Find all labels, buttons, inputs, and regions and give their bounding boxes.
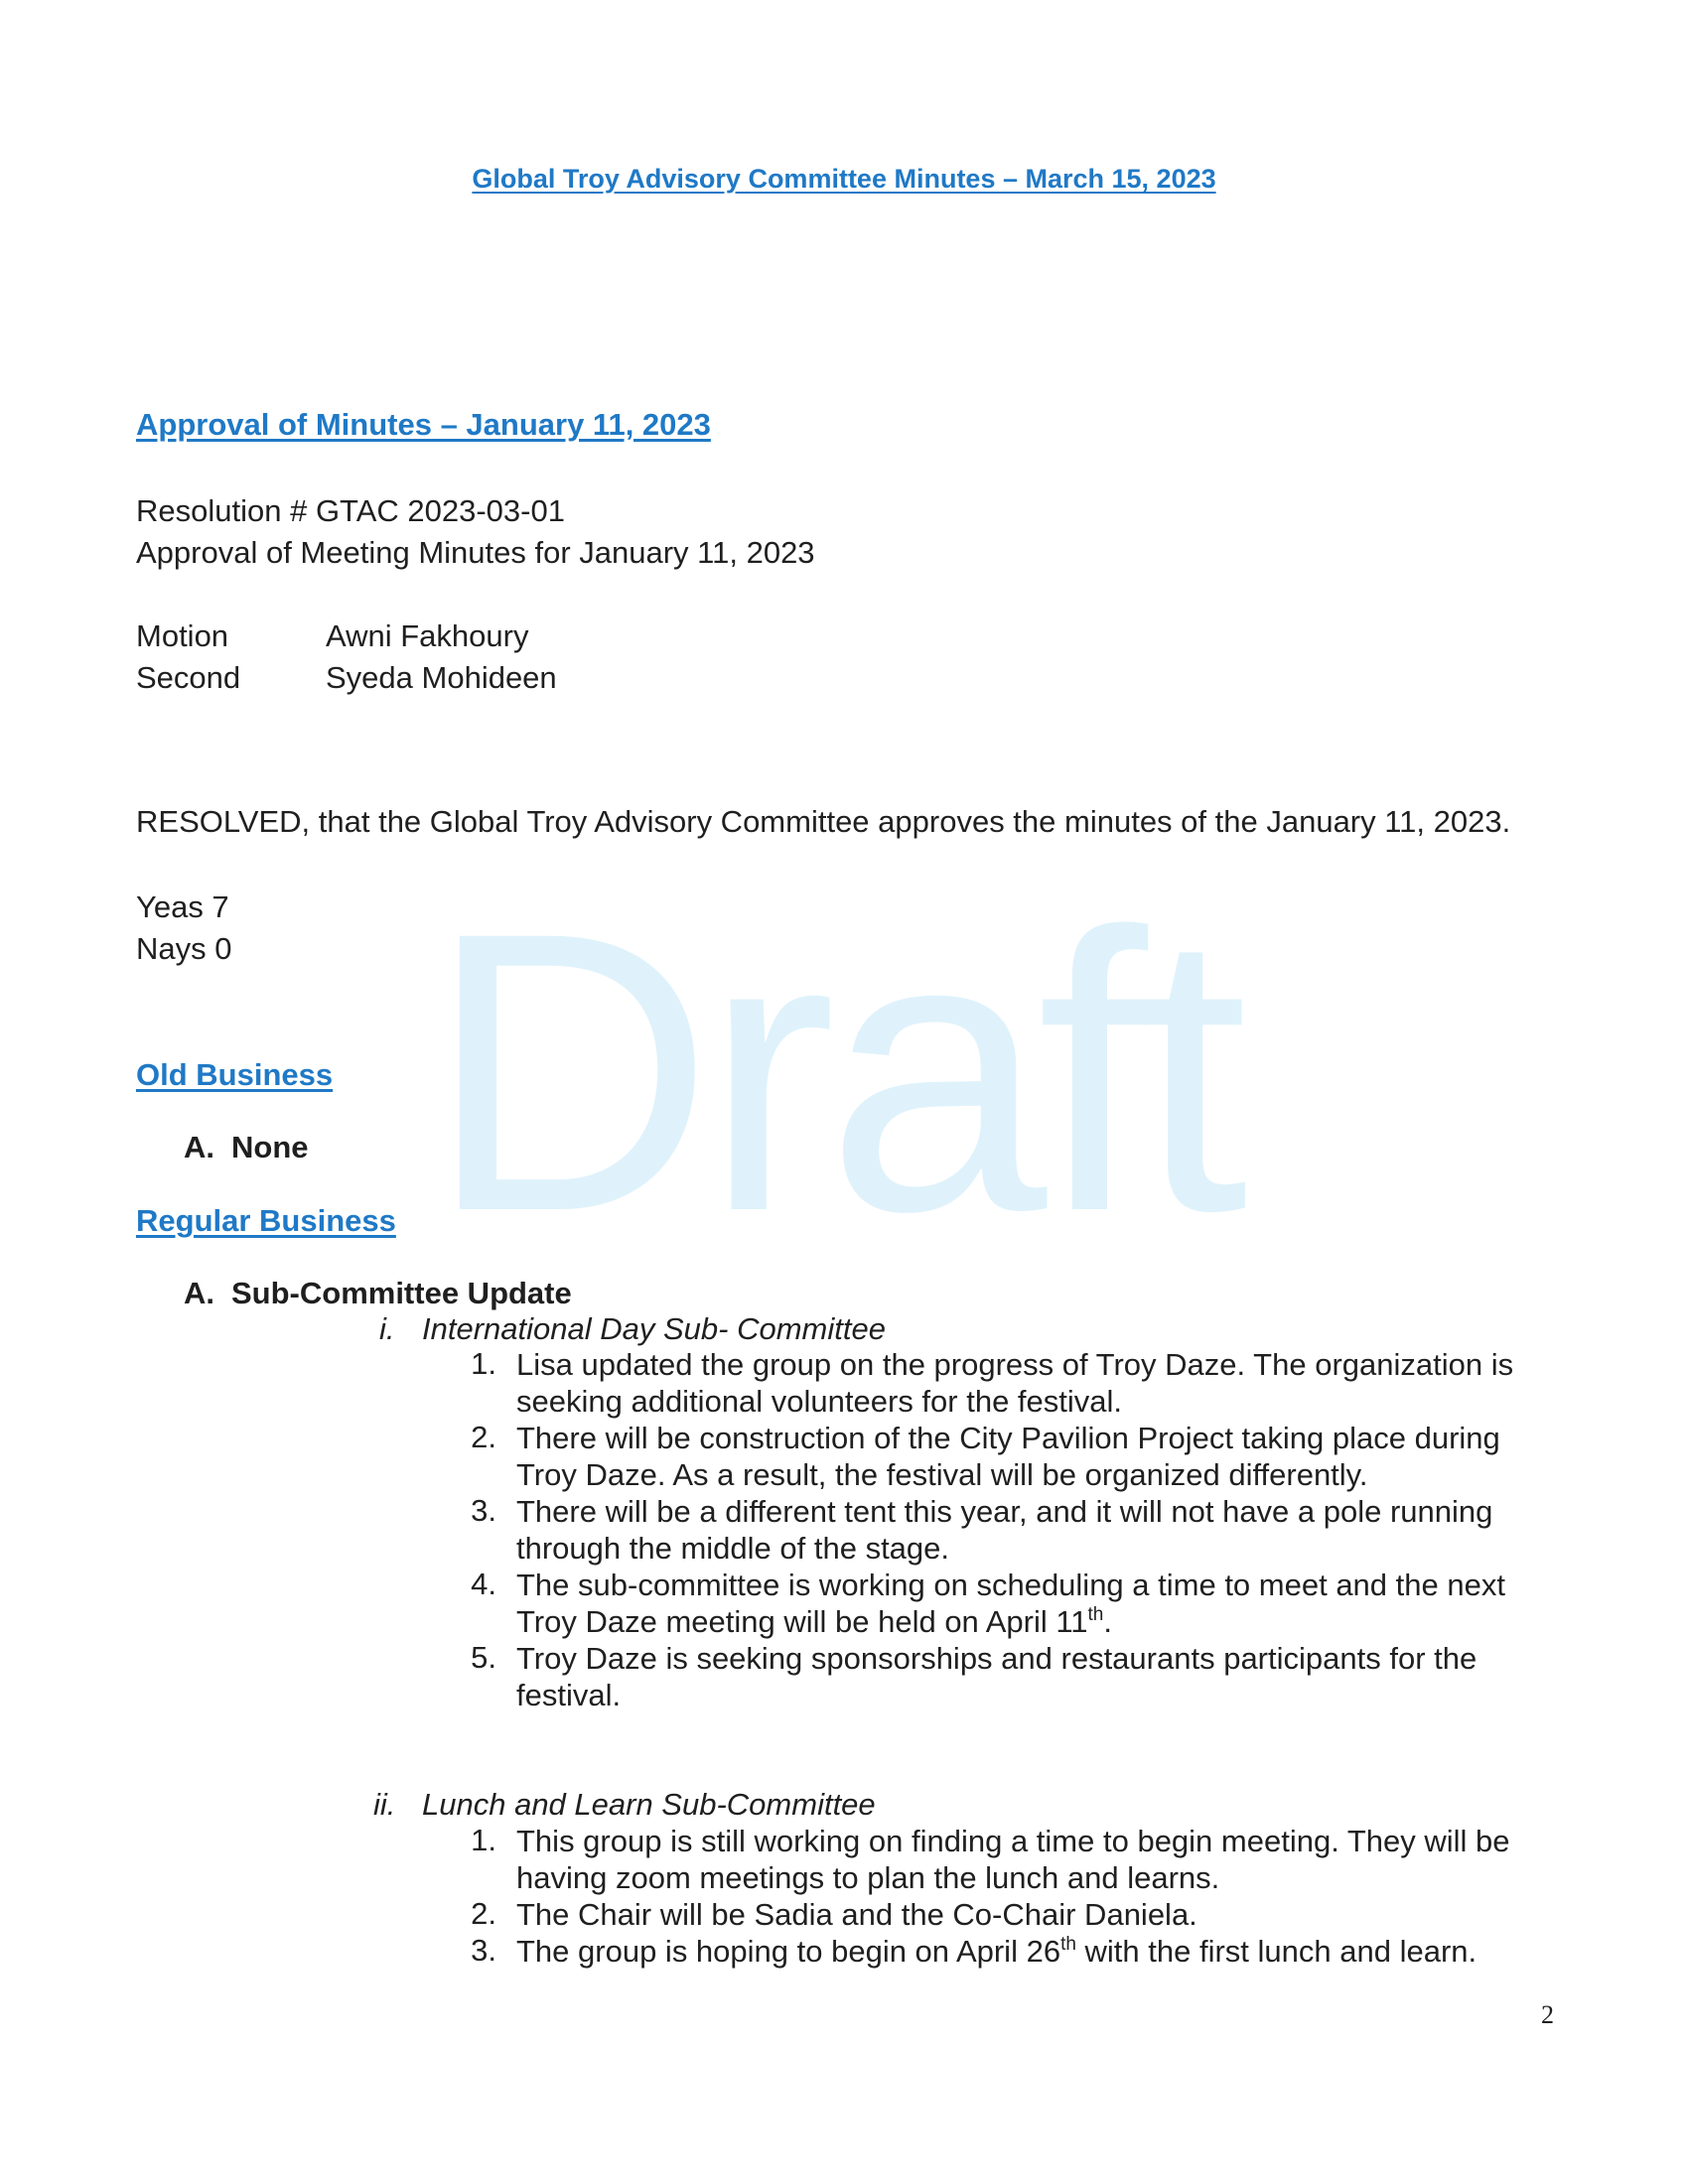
second-label: Second [136, 660, 241, 695]
list-item: There will be construction of the City Pavilion Project taking place during Troy Daze. As a result, the festival will be organized differently. [516, 1421, 1500, 1492]
page-number: 2 [1541, 2000, 1554, 2029]
subcommittee-numeral: ii. [373, 1787, 396, 1822]
regular-business-item-text: Sub-Committee Update [231, 1276, 572, 1310]
list-item-text: The group is hoping to begin on April 26 [516, 1934, 1061, 1969]
resolution-number: Resolution # GTAC 2023-03-01 [136, 493, 565, 528]
list-item: Lisa updated the group on the progress of Troy Daze. The organization is seeking additional volunteers for the festival. [516, 1347, 1514, 1419]
old-business-item-text: None [231, 1130, 309, 1164]
motion-label: Motion [136, 618, 229, 653]
regular-business-heading: Regular Business [136, 1203, 396, 1238]
list-item-text-end: . [1103, 1604, 1112, 1639]
list-item-number: 1. [471, 1823, 496, 1857]
subcommittee-numeral: i. [379, 1311, 395, 1346]
list-item [516, 1933, 1539, 1970]
regular-business-item-letter: A. [184, 1276, 214, 1310]
document-title: Global Troy Advisory Committee Minutes – March 15, 2023 [472, 164, 1216, 194]
list-item-number: 4. [471, 1567, 496, 1601]
ordinal-suffix: th [1087, 1604, 1104, 1625]
subcommittee-title: International Day Sub- Committee [422, 1311, 886, 1346]
old-business-heading: Old Business [136, 1057, 334, 1092]
subcommittee-title: Lunch and Learn Sub-Committee [422, 1787, 876, 1822]
list-item-number: 2. [471, 1896, 496, 1931]
list-item-number: 5. [471, 1640, 496, 1675]
list-item-number: 3. [471, 1933, 496, 1968]
list-item: The Chair will be Sadia and the Co-Chair Daniela. [516, 1897, 1197, 1932]
old-business-item-letter: A. [184, 1130, 214, 1164]
vote-yeas: Yeas 7 [136, 889, 229, 924]
ordinal-suffix: th [1060, 1934, 1076, 1955]
second-name: Syeda Mohideen [326, 660, 557, 695]
list-item: Troy Daze is seeking sponsorships and restaurants participants for the festival. [516, 1641, 1477, 1712]
vote-nays: Nays 0 [136, 931, 232, 966]
resolved-statement: RESOLVED, that the Global Troy Advisory Committee approves the minutes of the January 11, 2023. [136, 804, 1511, 839]
draft-watermark: Draft [427, 850, 1238, 1294]
list-item-text-end: with the first lunch and learn. [1075, 1934, 1477, 1969]
approval-heading: Approval of Minutes – January 11, 2023 [136, 407, 711, 442]
list-item: There will be a different tent this year, and it will not have a pole running through the middle of the stage. [516, 1494, 1493, 1566]
list-item: This group is still working on finding a time to begin meeting. They will be having zoom meetings to plan the lunch and learns. [516, 1824, 1510, 1895]
list-item-text: The sub-committee is working on scheduling a time to meet and the next Troy Daze meeting will be held on April 11 [516, 1568, 1505, 1639]
list-item-number: 2. [471, 1420, 496, 1454]
list-item [516, 1567, 1539, 1640]
resolution-description: Approval of Meeting Minutes for January 11, 2023 [136, 535, 815, 570]
motion-name: Awni Fakhoury [326, 618, 529, 653]
list-item-number: 1. [471, 1346, 496, 1381]
list-item-number: 3. [471, 1493, 496, 1528]
